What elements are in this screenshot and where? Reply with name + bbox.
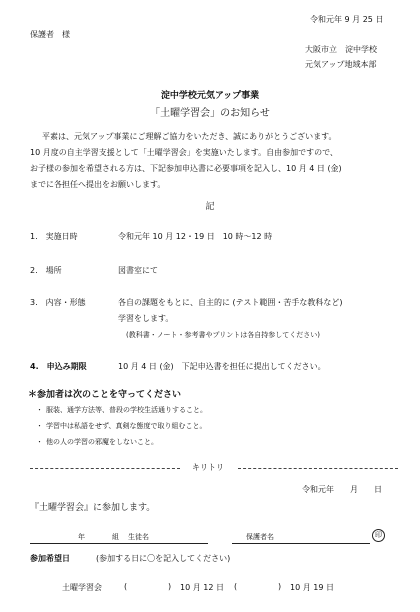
bullet-mark: ・ bbox=[36, 438, 43, 446]
guardian-name-line[interactable] bbox=[232, 543, 370, 544]
cut-line-left bbox=[30, 468, 180, 469]
cut-label: キリトリ bbox=[192, 463, 224, 472]
organization-school: 大阪市立 淀中学校 bbox=[305, 45, 377, 54]
item-4-value: 10 月 4 日 (金) 下記申込書を担任に提出してください。 bbox=[118, 362, 326, 371]
session-label: 土曜学習会 bbox=[62, 583, 102, 592]
seal-icon: 印 bbox=[372, 529, 385, 542]
choice-paren-close-2[interactable]: ) bbox=[278, 582, 282, 591]
item-2-value: 図書室にて bbox=[118, 266, 158, 275]
choice-paren-open-2[interactable]: ( bbox=[234, 582, 238, 591]
item-1-value: 令和元年 10 月 12・19 日 10 時〜12 時 bbox=[118, 232, 273, 241]
recipient: 保護者 様 bbox=[30, 30, 70, 39]
title-notice: 「土曜学習会」のお知らせ bbox=[150, 108, 270, 119]
wish-date-label: 参加希望日 bbox=[30, 554, 70, 563]
choice-date-1: 10 月 12 日 bbox=[180, 583, 224, 592]
rule-item-3 bbox=[36, 437, 158, 447]
cut-line-right bbox=[238, 468, 398, 469]
item-3-value: 各自の課題をもとに、自主的に (テスト範囲・苦手な教科など) bbox=[118, 298, 343, 307]
ki-mark: 記 bbox=[205, 202, 215, 212]
item-2-label: 2. 場所 bbox=[30, 266, 62, 275]
class-label: 組 bbox=[112, 533, 119, 541]
grade-label: 年 bbox=[78, 533, 85, 541]
choice-paren-close-1[interactable]: ) bbox=[168, 582, 172, 591]
rule-item-2 bbox=[36, 421, 206, 431]
item-3-note: (教科書・ノート・参考書やプリントは各自持参してください) bbox=[126, 331, 320, 339]
issue-date: 令和元年 9 月 25 日 bbox=[310, 15, 384, 24]
rule-text: 他の人の学習の邪魔をしないこと。 bbox=[46, 438, 158, 446]
student-name-line[interactable] bbox=[30, 543, 208, 544]
rule-text: 服装、通学方法等、普段の学校生活通りすること。 bbox=[46, 406, 207, 414]
body-line-4: までに各担任へ提出をお願いします。 bbox=[30, 180, 166, 189]
item-4-label: 4. 申込み期限 bbox=[30, 362, 87, 371]
bullet-mark: ・ bbox=[36, 422, 43, 430]
bullet-mark: ・ bbox=[36, 406, 43, 414]
item-1-label: 1. 実施日時 bbox=[30, 232, 78, 241]
wish-date-note: (参加する日に〇を記入してください) bbox=[96, 554, 231, 563]
guardian-name-label: 保護者名 bbox=[246, 533, 274, 541]
title-program: 淀中学校元気アップ事業 bbox=[160, 91, 260, 101]
rule-text: 学習中は私語をせず、真剣な態度で取り組むこと。 bbox=[46, 422, 207, 430]
rule-item-1 bbox=[36, 405, 207, 415]
item-3-value-2: 学習をします。 bbox=[118, 314, 174, 323]
body-line-2: 10 月度の自主学習支援として「土曜学習会」を実施いたします。自由参加ですので、 bbox=[30, 148, 338, 157]
form-date: 令和元年 月 日 bbox=[302, 485, 382, 494]
item-3-label: 3. 内容・形態 bbox=[30, 298, 86, 307]
choice-date-2: 10 月 19 日 bbox=[290, 583, 334, 592]
body-line-1: 平素は、元気アップ事業にご理解ご協力をいただき、誠にありがとうございます。 bbox=[42, 132, 337, 141]
choice-paren-open-1[interactable]: ( bbox=[124, 582, 128, 591]
organization-headquarters: 元気アップ地域本部 bbox=[305, 60, 377, 69]
student-name-label: 生徒名 bbox=[128, 533, 149, 541]
form-apply: 『土曜学習会』に参加します。 bbox=[30, 503, 156, 513]
rules-heading: ＊参加者は次のことを守ってください bbox=[28, 390, 182, 400]
body-line-3: お子様の参加を希望される方は、下記参加申込書に必要事項を記入し、10 月 4 日 (金) bbox=[30, 164, 342, 173]
